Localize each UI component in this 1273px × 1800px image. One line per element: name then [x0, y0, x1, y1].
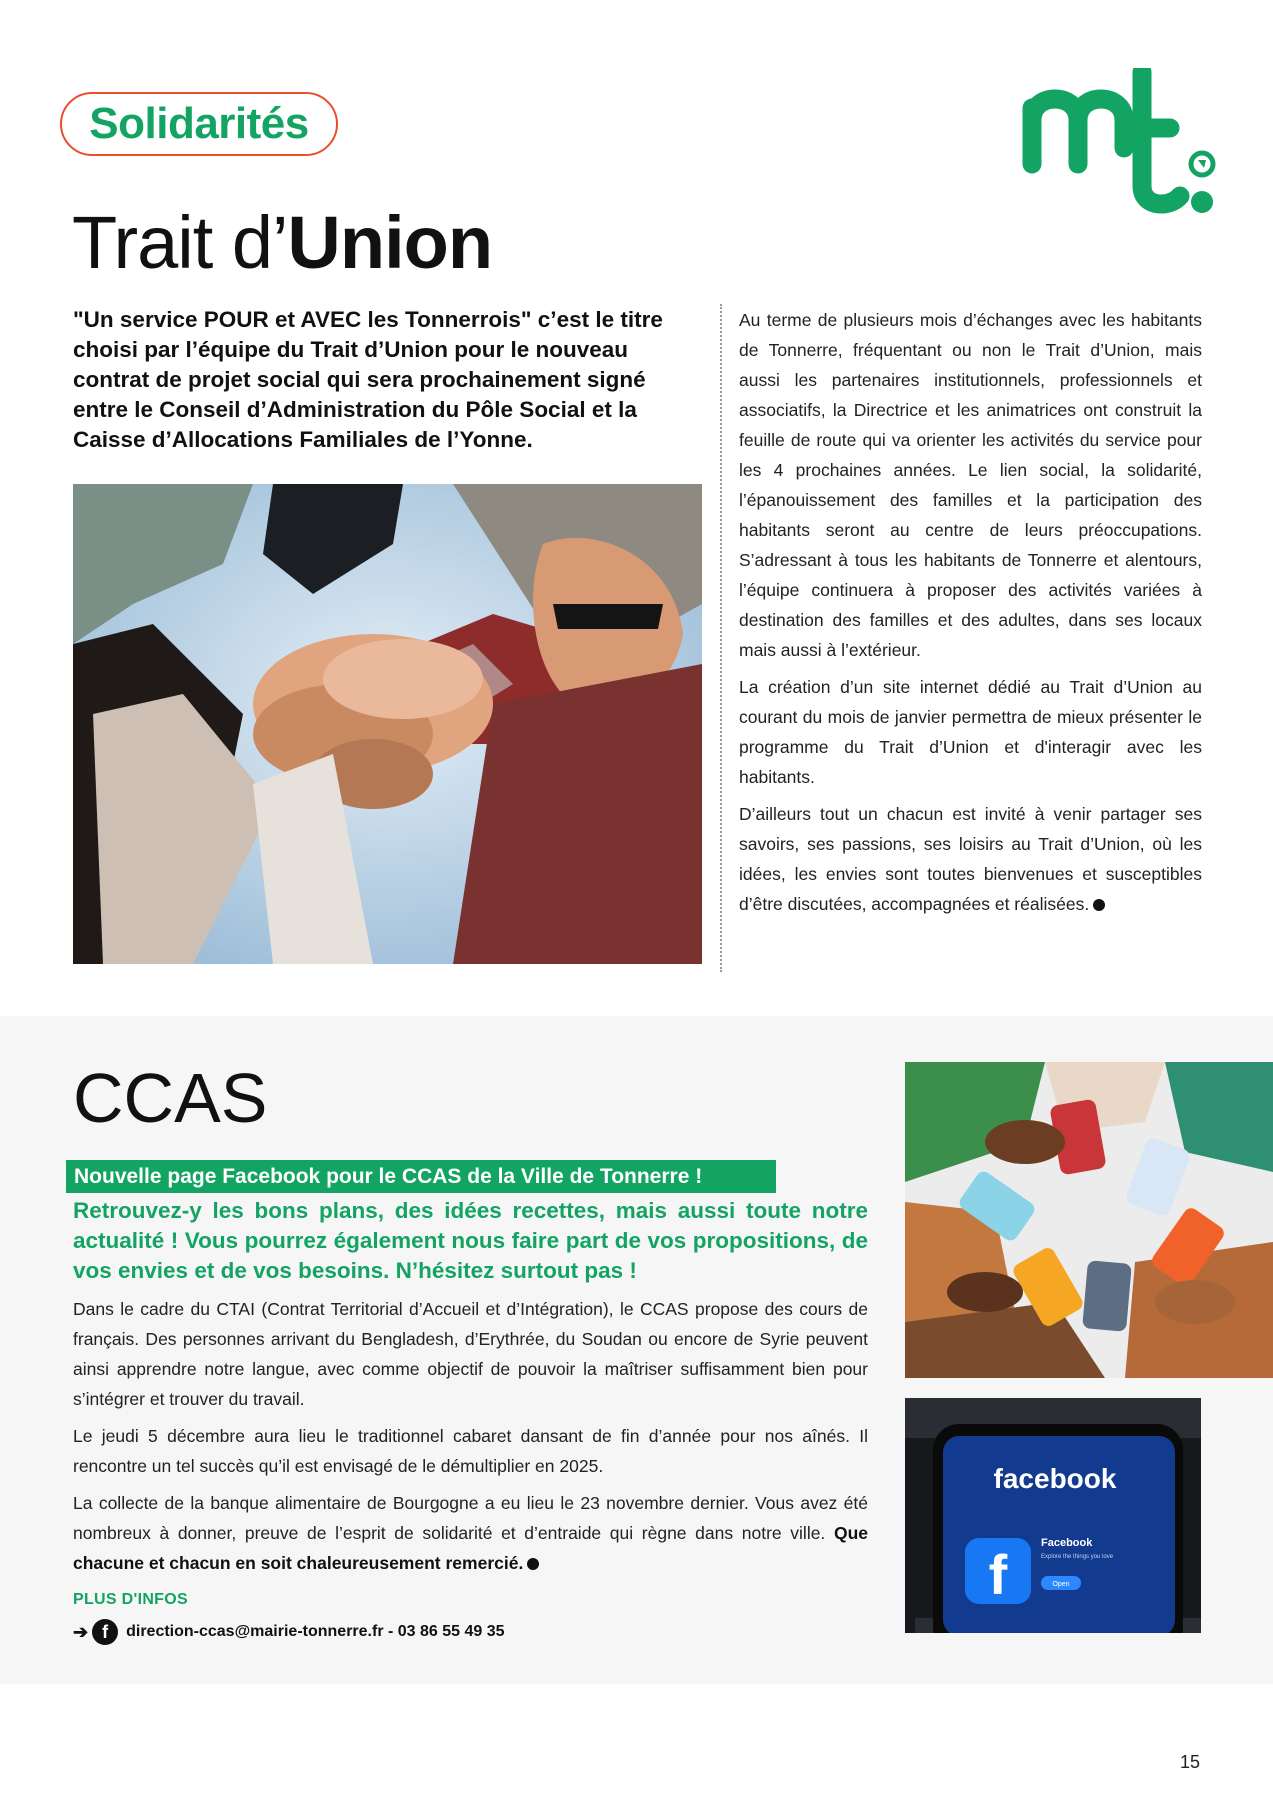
facebook-open-button: Open	[1052, 1581, 1070, 1588]
body-paragraph: D’ailleurs tout un chacun est invité à venir partager ses savoirs, ses passions, ses loisirs au Trait d’Union, où les idées, les envies sont toutes bienvenues et susceptibles d’être discutées, accompagnées et réalisées.	[739, 804, 1202, 914]
contact-line	[73, 1618, 505, 1646]
section-tag: Solidarités	[60, 92, 338, 156]
page-title: Trait d’Union	[72, 201, 493, 284]
intro-lead: "Un service POUR et AVEC les Tonnerrois" c’est le titre choisi par l’équipe du Trait d’Union pour le nouveau contrat de projet social qui sera prochainement signé entre le Conseil d’Administration du Pôle Social et la Caisse d’Allocations Familiales de l’Yonne.	[73, 307, 663, 452]
facebook-app-name: Facebook	[1041, 1537, 1093, 1549]
ccas-lead: Retrouvez-y les bons plans, des idées recettes, mais aussi toute notre actualité ! Vous pourrez également nous faire part de vos propositions, de vos envies et de vos besoins. N’hésitez surtout pas !	[73, 1198, 868, 1283]
body-paragraph: Dans le cadre du CTAI (Contrat Territorial d’Accueil et d’Intégration), le CCAS propose des cours de français. Des personnes arrivant du Bengladesh, d’Erythrée, du Soudan ou encore de Syrie peuvent ainsi apprendre notre langue, avec comme objectif de pouvoir la maîtriser suffisamment bien pour s’intégrer et trouver du travail.	[73, 1299, 868, 1409]
hands-together-photo	[73, 484, 702, 964]
facebook-phone-photo	[905, 1398, 1201, 1633]
ccas-title: CCAS	[73, 1059, 268, 1137]
infos-label: PLUS D'INFOS	[73, 1591, 188, 1608]
body-paragraph: La collecte de la banque alimentaire de Bourgogne a eu lieu le 23 novembre dernier. Vous avez été nombreux à donner, preuve de l’esprit de solidarité et d’entraide qui règne dans notre ville. Que chacune et chacun en soit chaleureusement remercié.	[73, 1493, 868, 1573]
facebook-icon: f	[92, 1619, 118, 1645]
column-divider	[720, 304, 722, 972]
body-paragraph: La création d’un site internet dédié au Trait d’Union au courant du mois de janvier permettra de mieux présenter le programme du Trait d’Union et d'interagir avec les habitants.	[739, 677, 1202, 787]
body-paragraph: Au terme de plusieurs mois d’échanges avec les habitants de Tonnerre, fréquentant ou non le Trait d’Union, mais aussi les partenaires institutionnels, professionnels et associatifs, la Directrice et les animatrices ont construit la feuille de route qui va orienter les activités du service pour les 4 prochaines années. Le lien social, la solidarité, l’épanouissement des familles et la participation des habitants seront au centre de leurs préoccupations. S’adressant à tous les habitants de Tonnerre et alentours, l’équipe continuera à proposer des activités variées à destination des familles et des adultes, dans ses locaux mais aussi à l’extérieur.	[739, 310, 1202, 660]
end-bullet-icon	[1093, 899, 1105, 911]
contact-text[interactable]: direction-ccas@mairie-tonnerre.fr - 03 86 55 49 35	[126, 1623, 505, 1640]
mt-logo-icon	[1020, 68, 1220, 218]
phones-circle-photo	[905, 1062, 1273, 1378]
body-paragraph: Le jeudi 5 décembre aura lieu le traditionnel cabaret dansant de fin d’année pour nos aînés. Il rencontre un tel succès qu’il est envisagé de le démultiplier en 2025.	[73, 1426, 868, 1476]
facebook-banner: Nouvelle page Facebook pour le CCAS de la Ville de Tonnerre !	[66, 1160, 776, 1193]
trait-union-body	[739, 305, 1202, 926]
facebook-app-subtitle: Explore the things you love	[1041, 1554, 1114, 1560]
end-bullet-icon	[527, 1558, 539, 1570]
ccas-body	[73, 1294, 868, 1585]
svg-text:f: f	[988, 1543, 1008, 1606]
facebook-wordmark: facebook	[993, 1463, 1117, 1494]
page-number: 15	[1180, 1752, 1201, 1772]
arrow-right-icon: ➔	[73, 1621, 89, 1642]
